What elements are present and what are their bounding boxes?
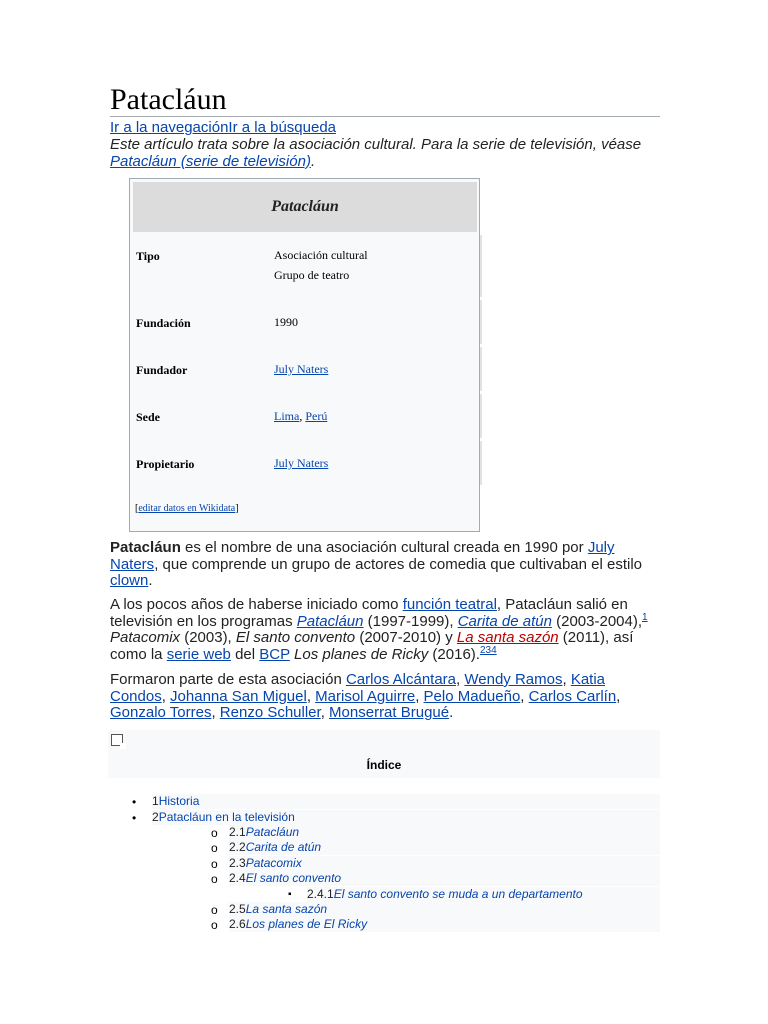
skip-to-search-link[interactable]: Ir a la búsqueda <box>228 119 336 136</box>
toc-title: Índice <box>366 758 402 772</box>
infobox-link[interactable]: July Naters <box>274 362 329 376</box>
infobox-row-fundador <box>133 347 482 391</box>
toc-bullet: o <box>211 841 218 855</box>
toc-number: 2.3 <box>229 856 246 870</box>
toc-bullet: o <box>211 918 218 932</box>
text: es el nombre de una asociación cultural creada en 1990 por <box>180 539 588 556</box>
hatnote-link[interactable]: Patacláun (serie de televisión) <box>110 152 311 170</box>
toc-text[interactable]: El santo convento se muda a un departamento <box>333 887 583 901</box>
infobox-row-sede <box>133 394 482 438</box>
text: . <box>148 572 153 590</box>
toc-item[interactable] <box>229 840 660 855</box>
separator: , <box>616 687 621 705</box>
infobox-row-fundacion <box>133 300 482 344</box>
text: , que comprende un grupo de actores de comedia que cultivaban el estilo <box>154 555 643 573</box>
infobox-value <box>274 245 368 285</box>
text: (2007-2010) y <box>355 629 457 647</box>
member-link[interactable]: Katia Condos <box>110 671 606 705</box>
paragraph-intro <box>110 540 662 590</box>
text: (2003-2004), <box>551 612 643 630</box>
bracket: ] <box>235 503 239 514</box>
text: A los pocos años de haberse iniciado como <box>110 596 403 613</box>
hatnote-end: . <box>310 152 316 170</box>
infobox-link[interactable]: July Naters <box>274 456 329 470</box>
reference-link[interactable]: 1 <box>642 611 648 623</box>
infobox-value <box>274 406 327 426</box>
infobox-separator: , <box>299 409 306 423</box>
toc-toggle-checkbox[interactable] <box>111 734 123 746</box>
bracket: [ <box>135 503 139 514</box>
link[interactable]: July Naters <box>110 539 615 573</box>
toc-number: 2.6 <box>229 917 246 931</box>
toc-bullet: • <box>132 795 137 809</box>
toc-item[interactable] <box>229 917 660 932</box>
separator: , <box>306 687 316 705</box>
toc-text[interactable]: Historia <box>158 794 200 808</box>
toc-bullet: o <box>211 857 218 871</box>
paragraph-tv <box>110 597 662 663</box>
infobox-value <box>274 359 328 379</box>
infobox-value-line: Grupo de teatro <box>274 268 350 282</box>
infobox-link[interactable]: Perú <box>305 409 328 423</box>
toc-number: 2.5 <box>229 902 246 916</box>
toc-item[interactable] <box>229 871 660 886</box>
toc-bullet: o <box>211 903 218 917</box>
link[interactable]: Patacláun <box>296 612 364 630</box>
page-title: Patacláun <box>110 83 227 116</box>
infobox-value <box>274 453 328 473</box>
reference-link[interactable]: 234 <box>479 644 497 656</box>
toc-number: 1 <box>152 794 159 808</box>
toc-item[interactable] <box>152 794 660 809</box>
member-link[interactable]: Pelo Madueño <box>423 687 521 705</box>
infobox-title: Patacláun <box>133 182 477 232</box>
member-link[interactable]: Gonzalo Torres <box>110 704 212 722</box>
member-link[interactable]: Marisol Aguirre <box>315 687 416 705</box>
toc-bullet: • <box>132 811 137 825</box>
toc-text[interactable]: Patacláun en la televisión <box>158 810 295 824</box>
italic-title: El santo convento <box>235 629 356 647</box>
paragraph-members <box>110 672 662 722</box>
toc-number: 2.2 <box>229 840 246 854</box>
toc-text[interactable]: Carita de atún <box>245 840 322 854</box>
separator: , <box>320 704 330 722</box>
toc-bullet: o <box>211 826 218 840</box>
member-link[interactable]: Carlos Alcántara <box>345 671 457 688</box>
member-link[interactable]: Johanna San Miguel <box>170 687 307 705</box>
text: (1997-1999), <box>363 612 458 630</box>
toc-header <box>108 730 660 778</box>
toc-text[interactable]: El santo convento <box>245 871 342 885</box>
separator: , <box>562 671 571 688</box>
separator: , <box>415 687 424 705</box>
toc-bullet: o <box>211 872 218 886</box>
wikidata-edit-link[interactable]: editar datos en Wikidata <box>138 503 236 514</box>
member-link[interactable]: Monserrat Brugué <box>329 704 450 722</box>
toc-item[interactable] <box>152 810 660 825</box>
infobox-value: 1990 <box>274 315 298 329</box>
italic-title: Patacomix <box>110 629 181 647</box>
toc-text[interactable]: La santa sazón <box>245 902 328 916</box>
toc-text[interactable]: Patacomix <box>245 856 302 870</box>
infobox-value-line: Asociación cultural <box>274 248 368 262</box>
skip-to-navigation-link[interactable]: Ir a la navegación <box>110 119 229 136</box>
infobox-label: Sede <box>136 410 160 424</box>
toc-item[interactable] <box>229 902 660 917</box>
toc-number: 2.4.1 <box>307 887 334 901</box>
text: Formaron parte de esta asociación <box>110 671 346 688</box>
member-link[interactable]: Wendy Ramos <box>464 671 563 688</box>
separator: , <box>456 671 465 688</box>
hatnote-text: Este artículo trata sobre la asociación cultural. Para la serie de televisión, véase <box>110 136 642 153</box>
toc-bullet: ▪ <box>288 889 292 900</box>
separator: , <box>161 687 171 705</box>
link[interactable]: función teatral <box>402 596 497 613</box>
toc-number: 2.1 <box>229 825 246 839</box>
text: del <box>230 645 260 663</box>
toc-item[interactable] <box>229 825 660 840</box>
toc-text[interactable]: Los planes de El Ricky <box>245 917 368 931</box>
infobox-label: Tipo <box>136 249 160 263</box>
member-link[interactable]: Carlos Carlín <box>528 687 617 705</box>
text: . <box>449 704 454 722</box>
infobox-row-propietario <box>133 441 482 485</box>
toc-item[interactable] <box>307 887 660 902</box>
link[interactable]: clown <box>110 572 149 590</box>
infobox-link[interactable]: Lima <box>274 409 300 423</box>
separator: , <box>211 704 220 722</box>
text: (2011), así como la <box>110 629 634 663</box>
toc-number: 2 <box>152 810 159 824</box>
link[interactable]: BCP <box>259 645 290 663</box>
table-of-contents <box>108 730 660 934</box>
text: (2016). <box>428 645 480 663</box>
bold-term: Patacláun <box>110 539 181 556</box>
separator: , <box>520 687 529 705</box>
text: (2003), <box>180 629 236 647</box>
wikidata-edit <box>135 503 239 514</box>
red-link[interactable]: La santa sazón <box>456 629 559 647</box>
toc-number: 2.4 <box>229 871 246 885</box>
toc-item[interactable] <box>229 856 660 871</box>
toc-text[interactable]: Patacláun <box>245 825 300 839</box>
link[interactable]: Carita de atún <box>457 612 552 630</box>
italic-title: Los planes de Ricky <box>294 645 429 663</box>
link[interactable]: serie web <box>166 645 231 663</box>
infobox-label: Fundación <box>136 316 191 330</box>
infobox <box>129 178 480 532</box>
infobox-label: Propietario <box>136 457 195 471</box>
jump-links <box>110 120 662 137</box>
hatnote <box>110 137 662 170</box>
text: , Patacláun salió en televisión en los programas <box>110 596 628 630</box>
infobox-label: Fundador <box>136 363 188 377</box>
title-divider <box>110 116 660 117</box>
member-link[interactable]: Renzo Schuller <box>219 704 321 722</box>
infobox-row-tipo <box>133 235 482 297</box>
